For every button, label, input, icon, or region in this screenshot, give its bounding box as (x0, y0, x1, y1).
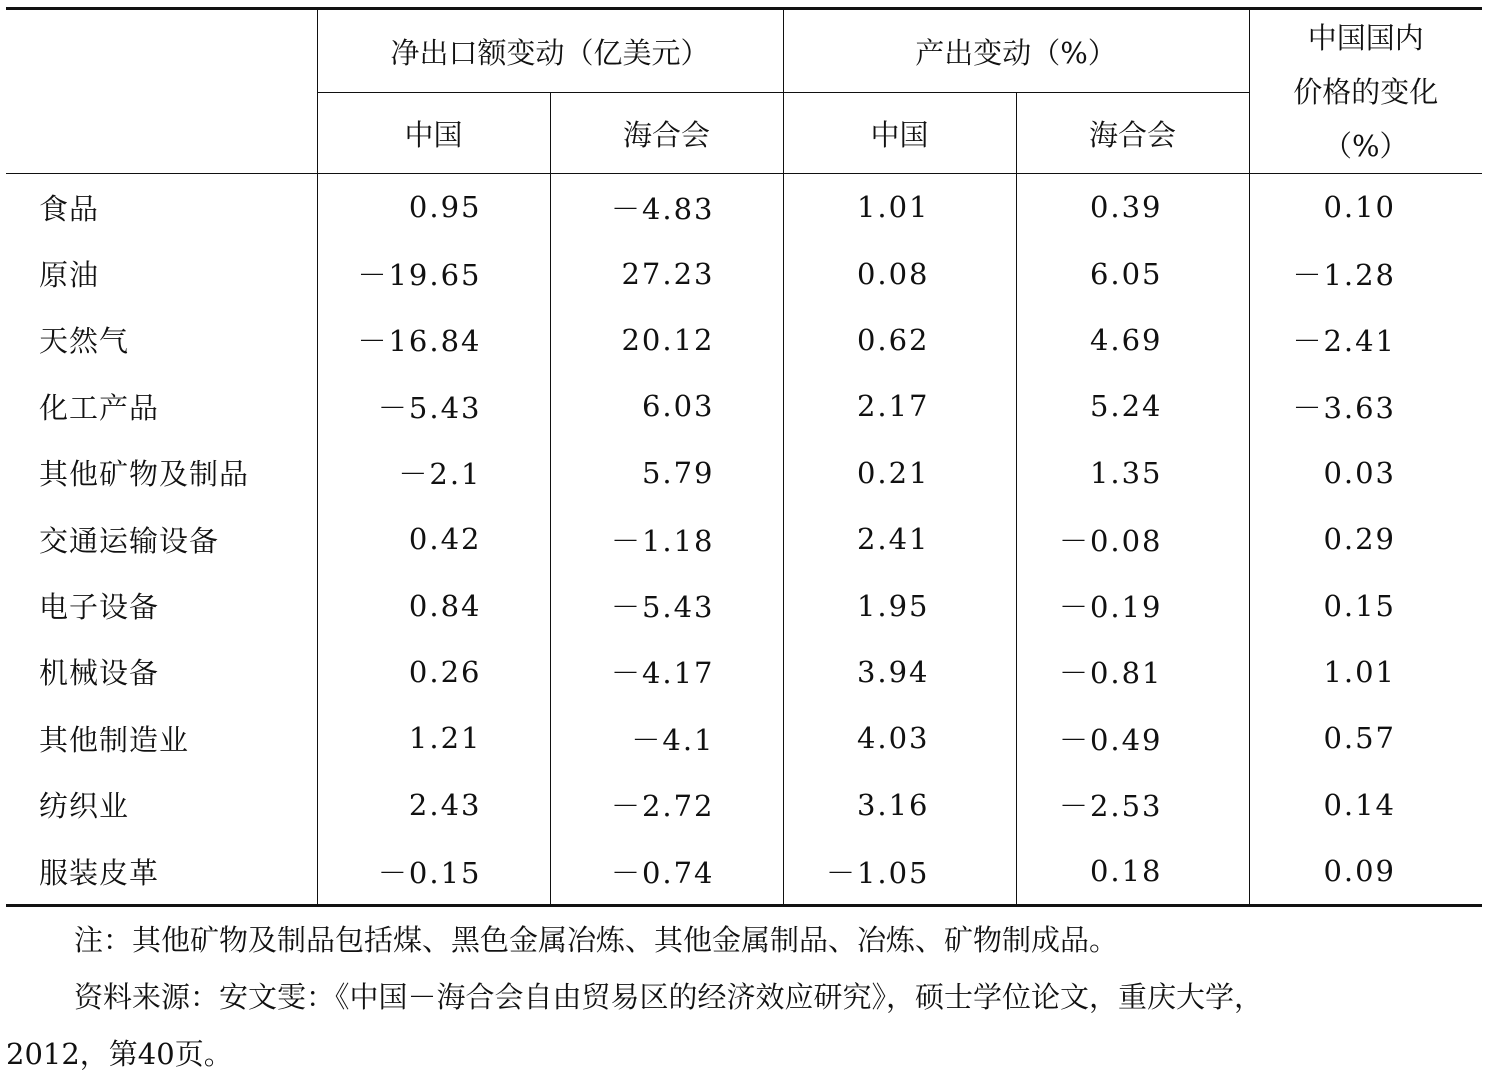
gcc-output-cell: －0.19 (1016, 572, 1249, 638)
table-row (6, 440, 1482, 506)
source-text-line-2: 2012，第40页。 (6, 1037, 233, 1071)
table-row (6, 705, 1482, 771)
china-output-cell: 1.95 (783, 572, 1016, 638)
data-table-container (6, 7, 1482, 907)
china-price-change-cell: 0.57 (1249, 705, 1482, 771)
gcc-output-cell: 5.24 (1016, 373, 1249, 439)
china-price-change-cell: －3.63 (1249, 373, 1482, 439)
china-net-export-cell: 0.26 (317, 639, 550, 705)
row-category-name: 化工产品 (39, 390, 160, 425)
china-price-change-cell: －1.28 (1249, 240, 1482, 306)
header-sub-china-output: 中国 (783, 93, 1016, 174)
china-price-change-cell: 1.01 (1249, 639, 1482, 705)
china-output-cell: 0.08 (783, 240, 1016, 306)
gcc-output-cell: 1.35 (1016, 440, 1249, 506)
china-net-export-cell: －19.65 (317, 240, 550, 306)
china-net-export-cell: 2.43 (317, 772, 550, 838)
table-row (6, 572, 1482, 638)
gcc-output-cell: 0.39 (1016, 174, 1249, 241)
china-output-cell: 2.41 (783, 506, 1016, 572)
header-sub-gcc-export: 海合会 (550, 93, 783, 174)
gcc-output-cell: 0.18 (1016, 838, 1249, 906)
china-price-change-cell: 0.29 (1249, 506, 1482, 572)
china-net-export-cell: 0.95 (317, 174, 550, 241)
table-header (6, 9, 1482, 174)
row-category-name: 服装皮革 (6, 838, 317, 906)
row-category-name: 天然气 (39, 324, 130, 359)
header-corner-cell (6, 9, 317, 174)
header-domestic-price-change (1249, 9, 1482, 174)
gcc-net-export-cell: 5.79 (550, 440, 783, 506)
china-price-change-cell: 0.10 (1249, 174, 1482, 241)
table-row (6, 772, 1482, 838)
china-net-export-cell: －16.84 (317, 307, 550, 373)
row-category-name: 食品 (39, 191, 100, 226)
gcc-net-export-cell: －0.74 (550, 838, 783, 906)
header-row-top (6, 9, 1482, 93)
table-row (6, 639, 1482, 705)
gcc-net-export-cell: －1.18 (550, 506, 783, 572)
header-net-export-group: 净出口额变动（亿美元） (317, 9, 783, 93)
gcc-net-export-cell: －2.72 (550, 772, 783, 838)
china-price-change-cell: 0.03 (1249, 440, 1482, 506)
gcc-output-cell: －2.53 (1016, 772, 1249, 838)
row-category-name: 原油 (39, 258, 100, 293)
gcc-output-cell: 4.69 (1016, 307, 1249, 373)
china-output-cell: 3.94 (783, 639, 1016, 705)
china-net-export-cell: －5.43 (317, 373, 550, 439)
gcc-output-cell: －0.49 (1016, 705, 1249, 771)
gcc-output-cell: －0.08 (1016, 506, 1249, 572)
table-notes (6, 912, 1482, 1083)
table-body (6, 174, 1482, 906)
row-category-name: 电子设备 (39, 590, 160, 625)
china-output-cell: 0.21 (783, 440, 1016, 506)
china-price-change-cell: 0.14 (1249, 772, 1482, 838)
gcc-output-cell: 6.05 (1016, 240, 1249, 306)
table-row (6, 838, 1482, 906)
china-net-export-cell: 0.84 (317, 572, 550, 638)
gcc-output-cell: －0.81 (1016, 639, 1249, 705)
header-price-line-3: （%） (1322, 128, 1409, 163)
china-net-export-cell: 0.42 (317, 506, 550, 572)
gcc-net-export-cell: －4.83 (550, 174, 783, 241)
note-text: 注：其他矿物及制品包括煤、黑色金属冶炼、其他金属制品、冶炼、矿物制成品。 (74, 923, 1119, 957)
source-text-line-1: 资料来源：安文雯：《中国－海合会自由贸易区的经济效应研究》，硕士学位论文，重庆大学， (74, 980, 1264, 1014)
china-output-cell: 2.17 (783, 373, 1016, 439)
gcc-net-export-cell: －4.1 (550, 705, 783, 771)
gcc-net-export-cell: 20.12 (550, 307, 783, 373)
china-output-cell: 3.16 (783, 772, 1016, 838)
header-price-line-1: 中国国内 (1307, 20, 1424, 55)
gcc-net-export-cell: 6.03 (550, 373, 783, 439)
gcc-net-export-cell: 27.23 (550, 240, 783, 306)
table-row (6, 174, 1482, 241)
row-category-name: 机械设备 (39, 656, 160, 691)
header-output-group: 产出变动（%） (783, 9, 1249, 93)
row-category-name: 交通运输设备 (39, 523, 220, 558)
header-price-line-2: 价格的变化 (1293, 74, 1439, 109)
table-row (6, 506, 1482, 572)
china-output-cell: 1.01 (783, 174, 1016, 241)
china-price-change-cell: －2.41 (1249, 307, 1482, 373)
china-net-export-cell: －2.1 (317, 440, 550, 506)
table-row (6, 307, 1482, 373)
china-net-export-cell: －0.15 (317, 838, 550, 906)
data-table (6, 7, 1482, 907)
china-price-change-cell: 0.15 (1249, 572, 1482, 638)
china-net-export-cell: 1.21 (317, 705, 550, 771)
china-output-cell: 0.62 (783, 307, 1016, 373)
row-category-name: 其他制造业 (39, 722, 190, 757)
china-output-cell: －1.05 (783, 838, 1016, 906)
china-output-cell: 4.03 (783, 705, 1016, 771)
header-sub-china-export: 中国 (317, 93, 550, 174)
table-row (6, 373, 1482, 439)
china-price-change-cell: 0.09 (1249, 838, 1482, 906)
header-sub-gcc-output: 海合会 (1016, 93, 1249, 174)
row-category-name: 其他矿物及制品 (39, 457, 250, 492)
gcc-net-export-cell: －4.17 (550, 639, 783, 705)
row-category-name: 纺织业 (39, 789, 130, 824)
table-row (6, 240, 1482, 306)
gcc-net-export-cell: －5.43 (550, 572, 783, 638)
